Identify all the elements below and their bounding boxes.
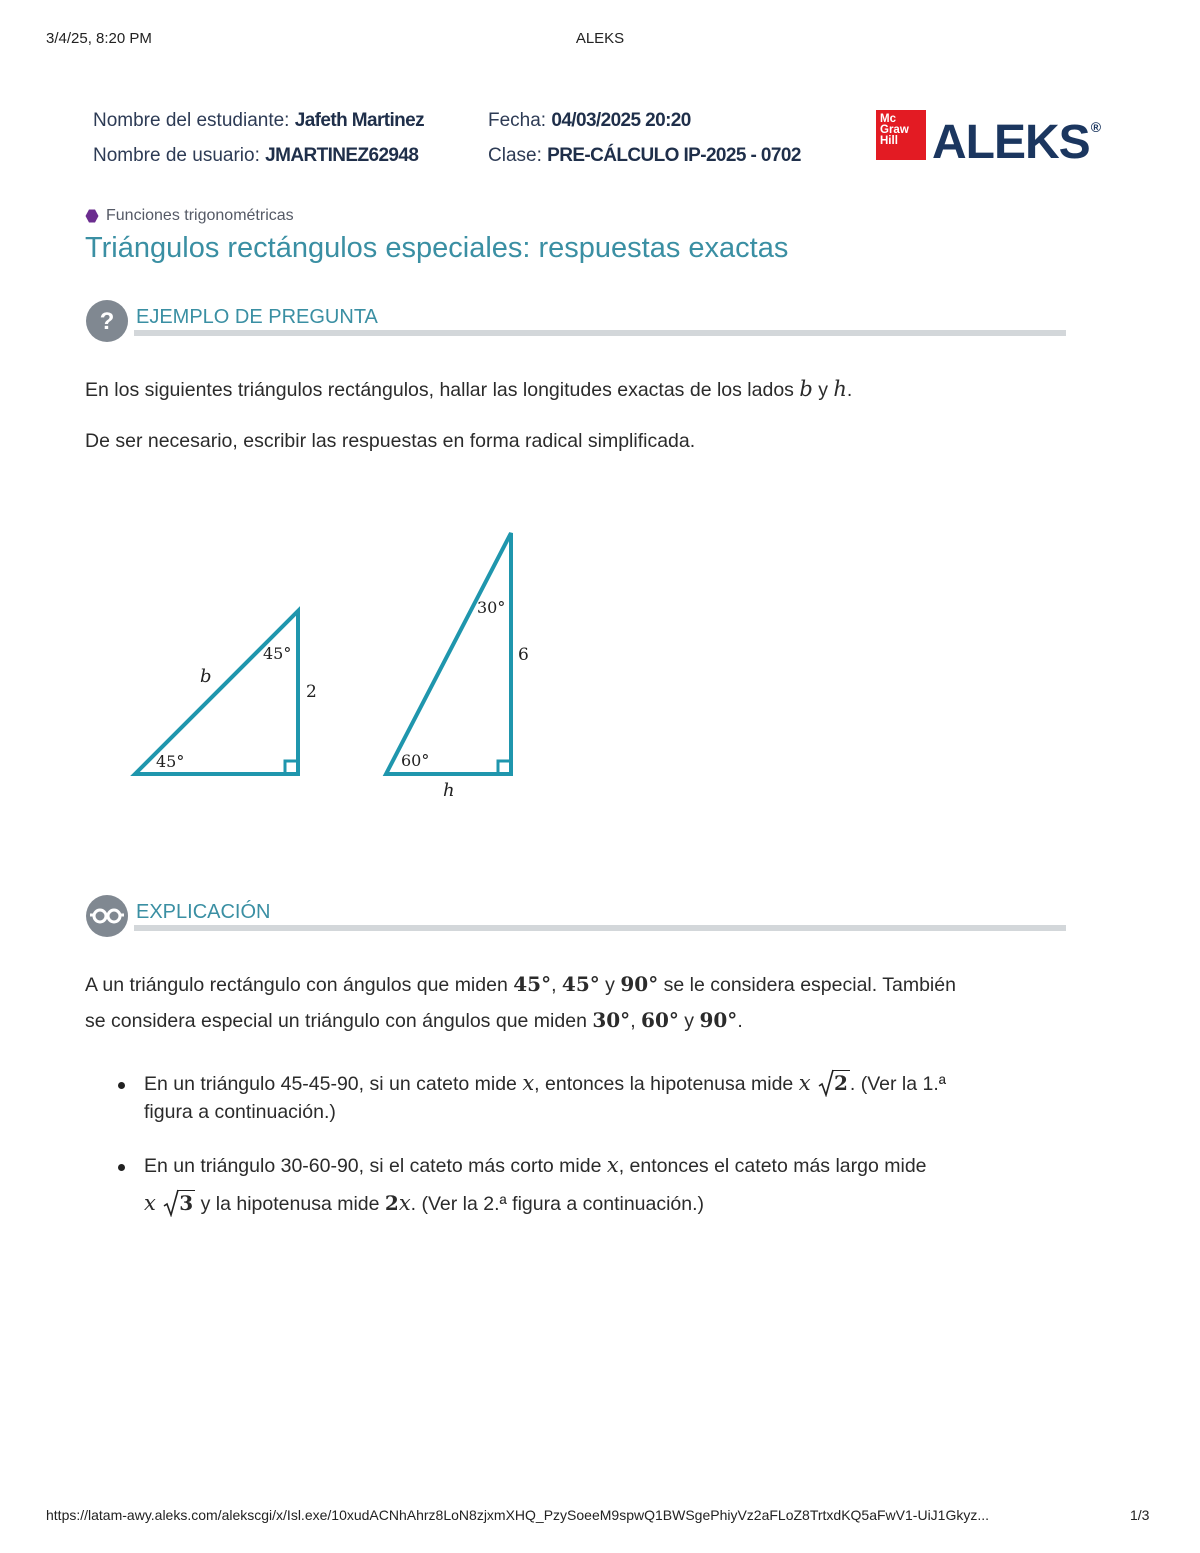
question-line-2: De ser necesario, escribir las respuestas en forma radical simplificada.: [85, 430, 696, 452]
class-row: [488, 145, 801, 167]
question-line-1: En los siguientes triángulos rectángulos, hallar las longitudes exactas de los lados b y h.: [85, 377, 853, 401]
sqrt-2: 2: [818, 1071, 850, 1096]
username-label: Nombre de usuario:: [93, 145, 260, 166]
triangle-45-45-90: [135, 611, 317, 774]
class-value: PRE-CÁLCULO IP-2025 - 0702: [547, 145, 801, 166]
triangle-45-45-90-shape: [135, 611, 298, 774]
section-divider: [134, 330, 1066, 336]
question-heading: EJEMPLO DE PREGUNTA: [136, 306, 378, 328]
question-section-header: [86, 300, 1066, 346]
hexagon-bullet-icon: [85, 209, 99, 223]
date-row: [488, 110, 691, 132]
print-title: ALEKS: [575, 30, 625, 47]
class-label: Clase:: [488, 145, 542, 166]
bullet-dot: [118, 1082, 125, 1089]
triangles-figure: [0, 500, 600, 820]
section-divider: [134, 925, 1066, 931]
angle-top-label: 30°: [477, 598, 506, 617]
student-name-label: Nombre del estudiante:: [93, 110, 290, 131]
mcgraw-hill-aleks-logo: [876, 102, 1100, 168]
page-title: Triángulos rectángulos especiales: respuestas exactas: [85, 232, 789, 264]
print-datetime: 3/4/25, 8:20 PM: [46, 30, 152, 47]
glasses-icon: [86, 895, 128, 937]
angle-bottom-label: 45°: [156, 752, 185, 771]
explanation-line-1: A un triángulo rectángulo con ángulos que miden 45°, 45° y 90° se le considera especial. También: [85, 972, 956, 996]
student-name: Jafeth Martinez: [294, 110, 425, 131]
side-right-label: 6: [518, 645, 529, 665]
footer-page-number: 1/3: [1130, 1507, 1150, 1523]
triangle-30-60-90-shape: [386, 533, 511, 774]
explanation-line-2: se considera especial un triángulo con ángulos que miden 30°, 60° y 90°.: [85, 1008, 743, 1032]
footer-url: https://latam-awy.aleks.com/alekscgi/x/Isl.exe/10xudACNhAhrz8LoN8zjxmXHQ_PzySoeeM9spwQ1BWSgePhiyVz2aFLoZ8TrtxdKQ5aFwV1-UiJ1Gkyz...: [46, 1507, 990, 1523]
date-label: Fecha:: [488, 110, 547, 131]
mcgraw-hill-logo: Mc Graw Hill: [876, 110, 926, 160]
side-h-label: h: [443, 780, 455, 801]
angle-top-label: 45°: [263, 644, 292, 663]
side-right-label: 2: [306, 682, 317, 702]
question-mark-icon: ?: [86, 300, 128, 342]
explanation-heading: EXPLICACIÓN: [136, 901, 271, 923]
triangle-30-60-90: [386, 533, 529, 801]
username: JMARTINEZ62948: [265, 145, 419, 166]
student-name-row: [93, 110, 424, 132]
bullet-dot: [118, 1164, 125, 1171]
explanation-section-header: [86, 895, 1066, 941]
topic-category: Funciones trigonométricas: [85, 207, 294, 225]
date-value: 04/03/2025 20:20: [551, 110, 691, 131]
side-b-label: b: [200, 666, 212, 687]
angle-bottom-label: 60°: [401, 751, 430, 770]
sqrt-3: 3: [163, 1191, 195, 1216]
username-row: [93, 145, 418, 167]
aleks-wordmark: ALEKS®: [932, 116, 1101, 169]
